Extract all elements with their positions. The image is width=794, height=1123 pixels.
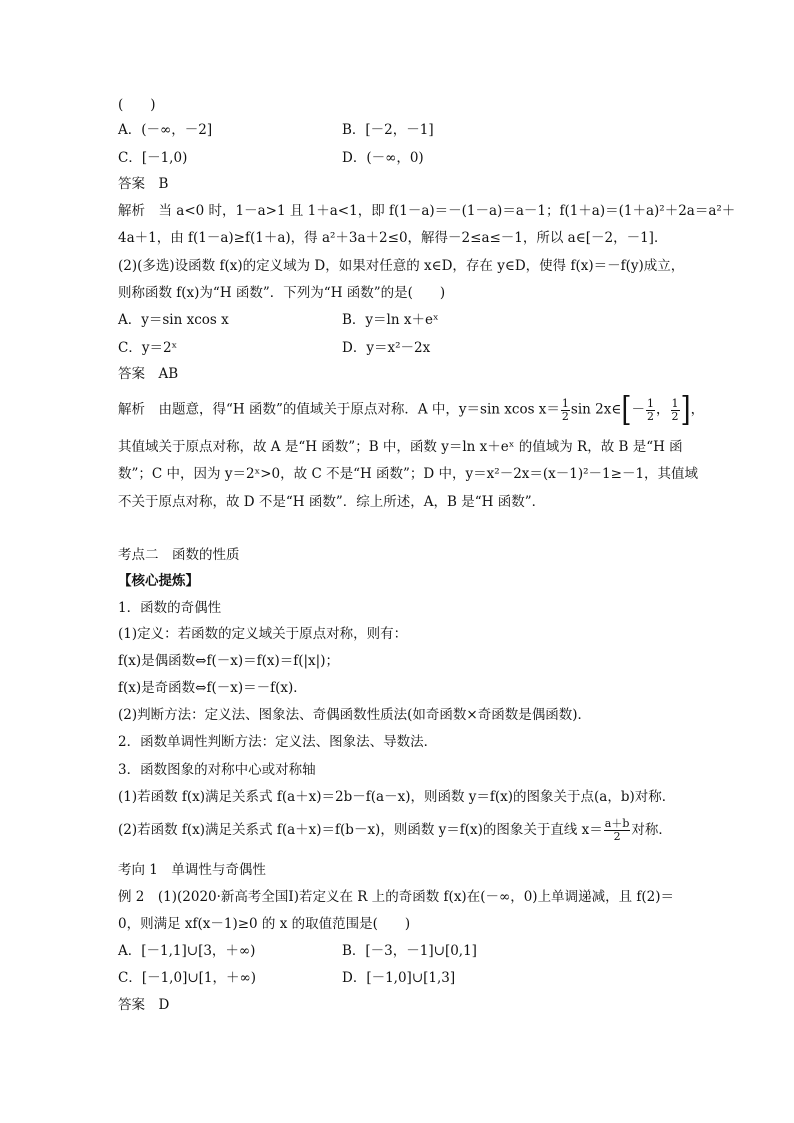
option-b: B．[－3，－1]∪[0,1] [342,943,477,959]
fraction: $\frac{1}{2}$ [671,396,679,423]
analysis-line: 其值域关于原点对称，故 A 是“H 函数”；B 中，函数 y＝ln x＋eˣ 的值域为 R，故 B 是“H 函 [118,439,683,455]
fraction: $\frac{1}{2}$ [561,396,569,423]
answer: 答案 B [118,176,169,192]
option-a: A．(－∞，－2] [118,122,213,138]
paragraph: (1)定义：若函数的定义域关于原点对称，则有： [118,626,408,642]
option-b: B．[－2，－1] [342,122,434,138]
option-b: B．y＝ln x＋eˣ [342,312,439,328]
option-c: C．y＝2ˣ [118,340,178,356]
paragraph: (1)若函数 f(x)满足关系式 f(a＋x)＝2b－f(a－x)，则函数 y＝f(x)的图象关于点(a，b)对称． [118,789,676,805]
option-c: C．[－1,0) [118,150,188,166]
analysis-line: 数”；C 中，因为 y＝2ˣ>0，故 C 不是“H 函数”；D 中，y＝x²－2x＝(x－1)²－1≥－1，其值域 [118,466,699,482]
direction-title: 考向 1 单调性与奇偶性 [118,862,266,878]
answer: 答案 AB [118,366,179,382]
core-label: 【核心提炼】 [118,573,199,589]
question-stem: (2)(多选)设函数 f(x)的定义域为 D，如果对任意的 x∈D，存在 y∈D，使得 f(x)＝－f(y)成立， [118,258,685,274]
question-stem: 例 2 (1)(2020·新高考全国Ⅰ)若定义在 R 上的奇函数 f(x)在(－∞，0)上单调递减，且 f(2)＝ [118,889,674,905]
question-paren: ( ) [118,97,156,113]
paragraph: (2)若函数 f(x)满足关系式 f(a＋x)＝f(b－x)，则函数 y＝f(x)的图象关于直线 x＝ $\frac{a+b}{2}$ 对称． [118,817,672,843]
bracket-right: ] [680,390,691,430]
option-d: D．y＝x²－2x [342,340,431,356]
question-stem: 则称函数 f(x)为“H 函数”．下列为“H 函数”的是( ) [118,285,446,301]
question-stem: 0，则满足 xf(x－1)≥0 的 x 的取值范围是( ) [118,916,411,932]
section-title: 考点二 函数的性质 [118,547,240,563]
bracket-left: [ [621,390,632,430]
analysis-line: 不关于原点对称，故 D 不是“H 函数”．综上所述，A，B 是“H 函数”． [118,494,546,510]
answer: 答案 D [118,997,170,1013]
analysis-text: sin 2x∈ [570,401,622,418]
analysis-line: 4a＋1，由 f(1－a)≥f(1＋a)，得 a²＋3a＋2≤0，解得－2≤a≤－1，所以 a∈[－2，－1]． [118,230,668,246]
paragraph: 3．函数图象的对称中心或对称轴 [118,762,316,778]
paragraph: f(x)是奇函数⇔f(－x)＝－f(x)． [118,680,307,696]
paragraph: 1．函数的奇偶性 [118,600,222,616]
analysis-line: 解析 当 a<0 时，1－a>1 且 1＋a<1，即 f(1－a)＝－(1－a)＝a－1；f(1＋a)＝(1＋a)²＋2a＝a²＋ [118,203,736,219]
option-a: A．[－1,1]∪[3，＋∞) [118,943,256,959]
fraction: $\frac{a+b}{2}$ [604,817,630,843]
paragraph: (2)判断方法：定义法、图象法、奇偶函数性质法(如奇函数×奇函数是偶函数)． [118,707,591,723]
paragraph: f(x)是偶函数⇔f(－x)＝f(x)＝f(|x|)； [118,653,339,669]
analysis-line: 解析 由题意，得“H 函数”的值域关于原点对称．A 中，y＝sin xcos x＝ $\frac{1}{2}$ sin 2x∈[－ $\frac{1}{2}$ ， $\frac{1}{2}$ ]， [118,390,705,430]
option-d: D．[－1,0]∪[1,3] [342,970,456,986]
fraction: $\frac{1}{2}$ [647,396,654,423]
option-d: D．(－∞，0) [342,150,424,166]
paragraph: 2．函数单调性判断方法：定义法、图象法、导数法． [118,734,438,750]
analysis-text: 解析 由题意，得“H 函数”的值域关于原点对称．A 中，y＝sin xcos x＝ [118,401,560,418]
option-c: C．[－1,0]∪[1，＋∞) [118,970,257,986]
option-a: A．y＝sin xcos x [118,312,229,328]
